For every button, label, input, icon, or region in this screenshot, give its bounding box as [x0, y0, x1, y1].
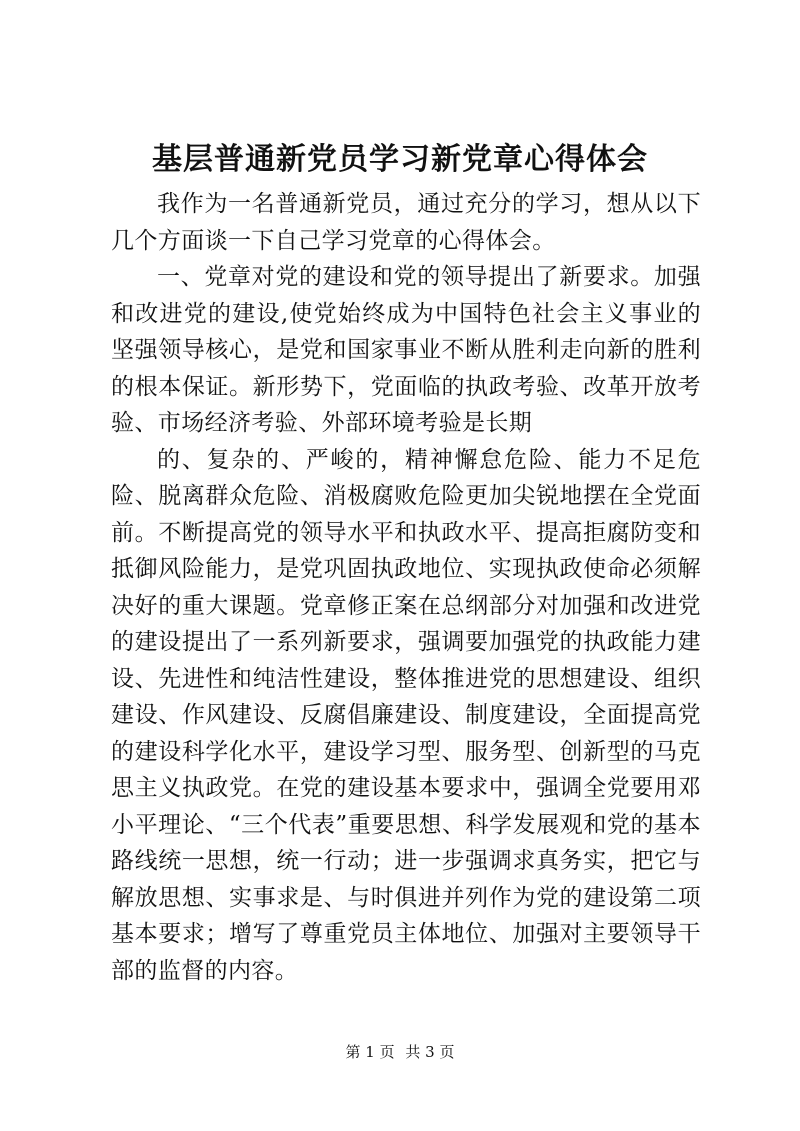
page-total: 共 3 页: [405, 1043, 455, 1061]
paragraph-section-one-continued: 的、复杂的、严峻的，精神懈怠危险、能力不足危险、脱离群众危险、消极腐败危险更加尖锐地摆在全党面前。不断提高党的领导水平和执政水平、提高拒腐防变和抵御风险能力，是党巩固执政地位、实现执政使命必须解决好的重大课题。党章修正案在总纲部分对加强和改进党的建设提出了一系列新要求，强调要加强党的执政能力建设、先进性和纯洁性建设，整体推进党的思想建设、组织建设、作风建设、反腐倡廉建设、制度建设，全面提高党的建设科学化水平，建设学习型、服务型、创新型的马克思主义执政党。在党的建设基本要求中，强调全党要用邓小平理论、“三个代表”重要思想、科学发展观和党的基本路线统一思想，统一行动；进一步强调求真务实，把它与解放思想、实事求是、与时俱进并列作为党的建设第二项基本要求；增写了尊重党员主体地位、加强对主要领导干部的监督的内容。: [111, 446, 701, 984]
paragraph-section-one: 一、党章对党的建设和党的领导提出了新要求。加强和改进党的建设,使党始终成为中国特色社会主义事业的坚强领导核心，是党和国家事业不断从胜利走向新的胜利的根本保证。新形势下，党面临的执政考验、改革开放考验、市场经济考验、外部环境考验是长期: [111, 264, 701, 436]
document-title: 基层普通新党员学习新党章心得体会: [152, 142, 648, 177]
paragraph-intro: 我作为一名普通新党员，通过充分的学习，想从以下几个方面谈一下自己学习党章的心得体会。: [111, 191, 701, 254]
document-body: [111, 186, 701, 989]
page-number: 第 1 页: [345, 1043, 395, 1061]
page-footer: [0, 1042, 800, 1062]
